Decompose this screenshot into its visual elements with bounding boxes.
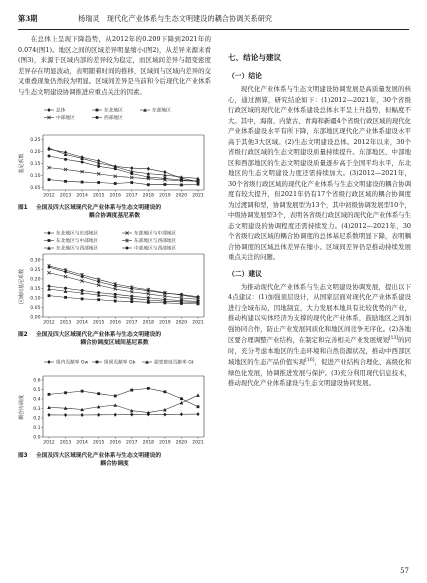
legend-label: 总体 (56, 108, 66, 114)
series-line (49, 156, 198, 181)
page-number: 57 (400, 567, 409, 575)
data-point (64, 413, 67, 417)
data-point (196, 393, 200, 396)
data-point (147, 183, 150, 186)
running-title: 杨瑞灵 现代化产业体系与生态文明建设的耦合协调关系研究 (78, 14, 273, 23)
y-tick-label: 0.00 (30, 315, 41, 321)
citation-13: [13] (388, 336, 399, 341)
figure-1-chart (18, 103, 211, 203)
series-line (49, 395, 198, 412)
figure-3-caption (18, 452, 211, 468)
y-tick-label: 0.4 (33, 397, 41, 403)
series-line (49, 148, 198, 178)
data-point (114, 167, 117, 170)
x-tick-label: 2014 (76, 320, 88, 326)
x-tick-label: 2012 (43, 320, 55, 326)
advice-text-a: 为推动现代化产业体系与生态文明建设协调发展，提出以下4点建议：(1)加强顶层设计，从国家层面对现代化产业体系建设进行全域布局，因地制宜，大力发展本地具有比较优势的产业，推动构建以实体经济为支撑的现代化产业体系，鼓励地区之间加强协同合作，防止产业发展同质化和地区间竞争无序化。(2)各地区要合理调整产业结构，在制定和完善相关产业发展规划 (228, 282, 411, 345)
y-tick-label: 0.5 (33, 388, 41, 394)
data-point (180, 184, 183, 187)
y-tick-label: 0.15 (30, 287, 41, 293)
data-point (163, 408, 167, 411)
chart-group (18, 107, 204, 199)
citation-16: [16] (305, 358, 315, 364)
advice-paragraph (228, 282, 411, 389)
x-tick-label: 2020 (175, 440, 188, 446)
data-point (97, 181, 100, 184)
legend-label: 东北地区与西部地区 (56, 246, 99, 252)
y-tick-label: 0.0 (33, 435, 41, 441)
data-point (47, 146, 51, 149)
legend-marker (96, 109, 99, 112)
y-tick-label: 0.25 (30, 267, 41, 273)
x-tick-label: 2017 (126, 440, 138, 446)
data-point (64, 158, 67, 161)
legend-label: 组内贡献率 Gw (56, 360, 89, 366)
data-point (130, 413, 133, 417)
x-tick-label: 2015 (92, 440, 105, 446)
data-point (130, 389, 133, 392)
legend-label: 中部地区与西部地区 (134, 246, 177, 252)
data-point (147, 387, 150, 390)
figure-2-chart (18, 226, 211, 330)
x-tick-label: 2015 (92, 193, 105, 199)
data-point (180, 397, 183, 400)
data-point (81, 161, 84, 164)
x-tick-label: 2019 (159, 193, 171, 199)
conclusion-paragraph: 现代化产业体系与生态文明建设协调发展是高质量发展的核心，通过测算，研究结论如下：(1)2012—2021年，30个省级行政区域的现代化产业体系建设总体水平呈上升趋势，但幅度不大。其中，海南、内蒙古、青海和新疆4个省级行政区域的现代化产业体系建设水平有所下降，东部地区现代化产业体系建设水平高于其他3大区域。(2)生态文明建设总体。2012年以来，30个省级行政区域的生态文明建设质量持续提升。东部地区、中部地区和西部地区的生态文明建设质量逐步高于全国平均水平，东北地区的生态文明建设力度还需持续加大。(3)2012—2021年，30个省级行政区域的现代化产业体系与生态文明建设的耦合协调度有较大提升，但2021年仍有17个省级行政区域的耦合协调度为过渡调和型，协调发展型为13个，其中初级协调发展型10个，中级协调发展型3个，表明各省级行政区域的现代化产业体系与生态文明建设的协调程度还需持续发力。(4)2012—2021年，30个省级行政区域的耦合协调度的总体基尼系数明显下降，表明耦合协调度的区域总体差异在缩小。区域间差异仍是推动持续发展重点关注的问题。 (228, 85, 412, 261)
data-point (147, 167, 150, 171)
figure-1 (18, 103, 211, 220)
x-tick-label: 2021 (192, 193, 204, 199)
data-point (163, 177, 166, 180)
x-tick-label: 2016 (109, 193, 121, 199)
right-column (228, 34, 411, 389)
data-point (197, 183, 200, 186)
figure-1-caption-line2: 耦合协调度基尼系数 (88, 213, 141, 219)
data-point (64, 391, 67, 394)
data-point (81, 413, 84, 417)
data-point (97, 165, 100, 168)
y-tick-label: 0.10 (30, 174, 41, 180)
chart-group (18, 230, 204, 326)
data-point (114, 182, 117, 185)
series-line (49, 414, 198, 415)
x-tick-label: 2017 (126, 320, 138, 326)
x-tick-label: 2019 (159, 320, 171, 326)
section-title: 七、结论与建议 (228, 53, 282, 62)
advice-text-c: ，促进产业结构合理化、高级化和绿色化发展，协调推进发展与保护。(3)充分利用现代信息技术，推动现代化产业体系建设与生态文明建设协同发展。 (228, 358, 412, 388)
data-point (130, 181, 133, 184)
data-point (163, 183, 166, 186)
y-axis-label: 耦合协调度 (19, 394, 25, 421)
chart-group (18, 359, 204, 446)
x-tick-label: 2020 (175, 320, 188, 326)
header-rule (18, 29, 409, 30)
data-point (48, 285, 51, 288)
series-line (49, 286, 198, 301)
legend-label: 东北地区与东部地区 (56, 231, 99, 237)
data-point (180, 401, 184, 404)
y-tick-label: 0.3 (33, 407, 41, 413)
figure-2-caption (18, 331, 211, 347)
x-tick-label: 2014 (76, 193, 88, 199)
data-point (81, 279, 84, 282)
data-point (48, 178, 51, 181)
data-point (81, 289, 84, 292)
data-point (48, 294, 51, 297)
y-tick-label: 0.05 (30, 306, 41, 312)
data-point (48, 155, 51, 158)
figure-1-number: 图1 (18, 205, 28, 211)
data-point (64, 180, 67, 183)
y-tick-label: 0.10 (30, 296, 41, 302)
data-point (48, 393, 51, 396)
data-point (130, 166, 133, 170)
data-point (114, 413, 117, 417)
legend-label: 东北地区 (104, 108, 123, 114)
data-point (163, 298, 166, 301)
data-point (180, 299, 183, 302)
y-tick-label: 0.2 (33, 416, 41, 422)
y-tick-label: 0.25 (30, 138, 41, 144)
figure-2 (18, 226, 211, 347)
y-axis-label: 基尼系数 (19, 153, 25, 174)
data-point (81, 297, 84, 300)
data-point (97, 413, 100, 417)
data-point (97, 291, 100, 294)
series-line (49, 388, 198, 406)
legend-label: 东北地区与中部地区 (56, 239, 99, 245)
figure-2-caption-line2: 耦合协调度区域间基尼系数 (80, 340, 149, 346)
figure-1-caption (18, 204, 211, 220)
data-point (197, 405, 200, 408)
x-tick-label: 2013 (59, 320, 72, 326)
legend-marker (96, 116, 99, 119)
data-point (97, 392, 100, 395)
figure-3-caption-line2: 耦合协调度 (100, 461, 129, 467)
data-point (81, 181, 84, 184)
legend-marker (47, 360, 50, 364)
legend-label: 东部地区与中部地区 (134, 231, 177, 237)
legend-label: 西部地区 (104, 116, 123, 122)
x-tick-label: 2013 (59, 440, 72, 446)
data-point (130, 295, 133, 298)
data-point (114, 293, 117, 296)
legend-marker (47, 108, 50, 112)
subsection-advice: （二）建议 (228, 269, 262, 278)
running-header (18, 14, 409, 28)
x-tick-label: 2018 (142, 440, 155, 446)
data-point (197, 180, 200, 183)
advice-text-b: 的同时，充分考虑本地区的生态环境和自然资源状况，推动中西部区域地区的生态产品价值实现 (228, 336, 412, 367)
y-tick-label: 0.20 (30, 150, 41, 156)
data-point (180, 412, 183, 416)
legend-marker (96, 361, 99, 364)
issue-number: 第3期 (18, 14, 38, 23)
legend-label: 超变密度贡献率 Gt (154, 360, 194, 366)
data-point (64, 268, 67, 272)
x-tick-label: 2016 (109, 440, 121, 446)
x-tick-label: 2018 (142, 193, 155, 199)
figure-3 (18, 353, 211, 468)
figure-3-number: 图3 (18, 453, 28, 459)
series-line (49, 266, 198, 298)
data-point (147, 296, 150, 299)
y-tick-label: 0.6 (33, 378, 41, 384)
x-tick-label: 2012 (43, 193, 55, 199)
y-tick-label: 0.1 (33, 426, 41, 432)
data-point (114, 395, 117, 398)
x-tick-label: 2018 (142, 320, 155, 326)
x-tick-label: 2021 (192, 320, 204, 326)
x-tick-label: 2015 (92, 320, 105, 326)
legend-marker (47, 231, 50, 235)
legend-marker (48, 239, 51, 242)
figure-3-caption-line1: 全国及四大区域现代化产业体系与生态文明建设的 (36, 453, 162, 459)
data-point (64, 296, 67, 299)
legend-label: 东部地区 (152, 108, 171, 114)
data-point (81, 273, 84, 277)
data-point (196, 412, 199, 416)
legend-label: 中部地区 (56, 116, 75, 122)
data-point (114, 300, 117, 303)
data-point (97, 277, 100, 281)
data-point (47, 413, 50, 417)
data-point (97, 298, 100, 301)
figure-1-caption-line1: 全国及四大区域现代化产业体系与生态文明建设的 (36, 205, 162, 211)
x-tick-label: 2016 (109, 320, 121, 326)
y-tick-label: 0.15 (30, 162, 41, 168)
subsection-conclusion: （一）结论 (228, 72, 262, 80)
data-point (197, 300, 200, 303)
data-point (47, 264, 50, 268)
x-tick-label: 2019 (159, 440, 171, 446)
y-tick-label: 0.30 (30, 258, 41, 264)
data-point (64, 287, 67, 290)
data-point (163, 412, 166, 416)
series-line (49, 296, 198, 304)
x-tick-label: 2013 (59, 193, 72, 199)
y-tick-label: 0.05 (30, 186, 41, 192)
x-tick-label: 2014 (76, 440, 88, 446)
figure-3-chart (18, 353, 211, 451)
data-point (180, 179, 183, 182)
x-tick-label: 2012 (43, 440, 55, 446)
data-point (130, 172, 133, 175)
figure-2-caption-line1: 全国及四大区域现代化产业体系与生态文明建设的 (36, 332, 162, 338)
y-tick-label: 0.20 (30, 277, 41, 283)
intro-paragraph: 在总体上呈现下降趋势，从2012年的0.209下降到2021年的0.074(图1)。地区之间的区域差异明显缩小(图2)，从差异来源来看(图3)，来源于区域内部的差异较为稳定，而区域间差异与超变密度差异存在明显波动，表明随着时间的推移，区域间与区域内差异的交叉重叠现象仍然较为明显。区域间差异是当前和今后现代化产业体系与生态文明建设协调推进应重点关注的因素。 (18, 35, 211, 96)
left-column (18, 34, 211, 468)
legend-marker (126, 247, 129, 250)
data-point (81, 390, 84, 393)
legend-label: 组间贡献率 Gb (104, 360, 136, 366)
x-tick-label: 2020 (175, 193, 188, 199)
data-point (163, 390, 166, 393)
x-tick-label: 2021 (192, 440, 204, 446)
figure-2-number: 图2 (18, 332, 28, 338)
data-point (147, 175, 150, 178)
data-point (130, 300, 133, 303)
legend-label: 东部地区与西部地区 (134, 239, 177, 245)
y-axis-label: 区域间基尼系数 (19, 268, 25, 305)
x-tick-label: 2017 (126, 193, 138, 199)
